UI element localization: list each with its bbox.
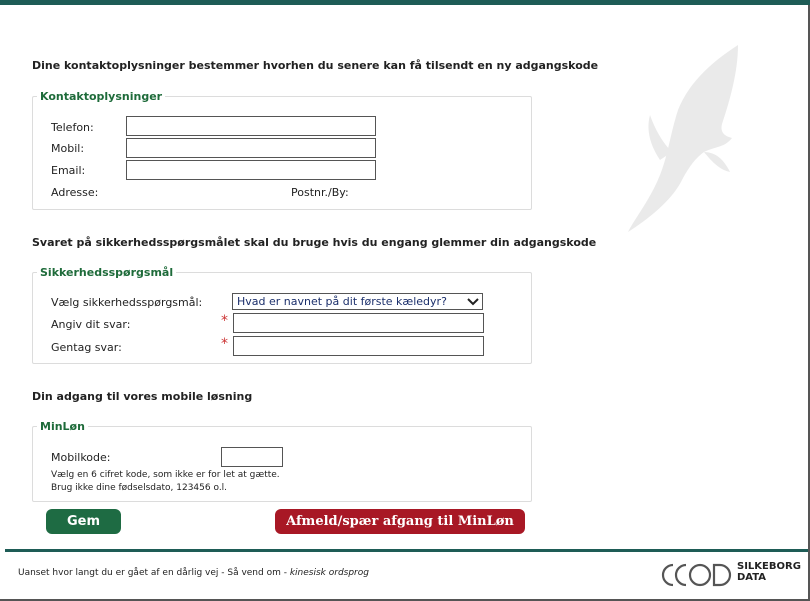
answer-required-mark: *: [221, 313, 228, 329]
security-intro: Svaret på sikkerhedsspørgsmålet skal du bruge hvis du engang glemmer din adgangskode: [32, 236, 597, 249]
telefon-input[interactable]: [126, 116, 376, 136]
chevron-down-icon: [467, 297, 479, 307]
question-label: Vælg sikkerhedsspørgsmål:: [51, 296, 203, 309]
contact-intro: Dine kontaktoplysninger bestemmer hvorhen du senere kan få tilsendt en ny adgangskode: [32, 59, 599, 72]
logo-line-2: DATA: [737, 572, 767, 583]
adresse-label: Adresse:: [51, 186, 99, 199]
mobile-legend: MinLøn: [40, 420, 85, 433]
email-input[interactable]: [126, 160, 376, 180]
save-button[interactable]: Gem: [46, 509, 121, 534]
contact-legend: Kontaktoplysninger: [40, 90, 163, 103]
mobilkode-label: Mobilkode:: [51, 451, 111, 464]
mobil-input[interactable]: [126, 138, 376, 158]
logo-line-1: SILKEBORG: [737, 561, 801, 572]
repeat-answer-input[interactable]: [233, 336, 484, 356]
mobilkode-input[interactable]: [221, 447, 283, 467]
answer-input[interactable]: [233, 313, 484, 333]
security-question-select[interactable]: [232, 293, 483, 310]
telefon-label: Telefon:: [51, 121, 94, 134]
security-question-value: Hvad er navnet på dit første kæledyr?: [237, 295, 447, 308]
mobilkode-hint-2: Brug ikke dine fødselsdato, 123456 o.l.: [51, 483, 228, 493]
eagle-icon: [620, 40, 750, 235]
answer-label: Angiv dit svar:: [51, 318, 131, 331]
unsubscribe-button[interactable]: Afmeld/spær afgang til MinLøn: [275, 509, 525, 534]
footer-source: kinesisk ordsprog: [289, 568, 369, 578]
repeat-required-mark: *: [221, 336, 228, 352]
footer-quote: Uanset hvor langt du er gået af en dårlig vej - Så vend om -: [18, 568, 290, 578]
postnr-label: Postnr./By:: [291, 186, 349, 199]
mobilkode-hint-1: Vælg en 6 cifret kode, som ikke er for let at gætte.: [51, 470, 280, 480]
footer-separator: [5, 549, 808, 552]
email-label: Email:: [51, 164, 86, 177]
logo-text: [737, 561, 801, 583]
repeat-label: Gentag svar:: [51, 341, 122, 354]
footer-text: [18, 568, 369, 578]
mobile-intro: Din adgang til vores mobile løsning: [32, 390, 253, 403]
security-legend: Sikkerhedsspørgsmål: [40, 266, 174, 279]
mobil-label: Mobil:: [51, 142, 85, 155]
top-accent-bar: [0, 0, 810, 5]
